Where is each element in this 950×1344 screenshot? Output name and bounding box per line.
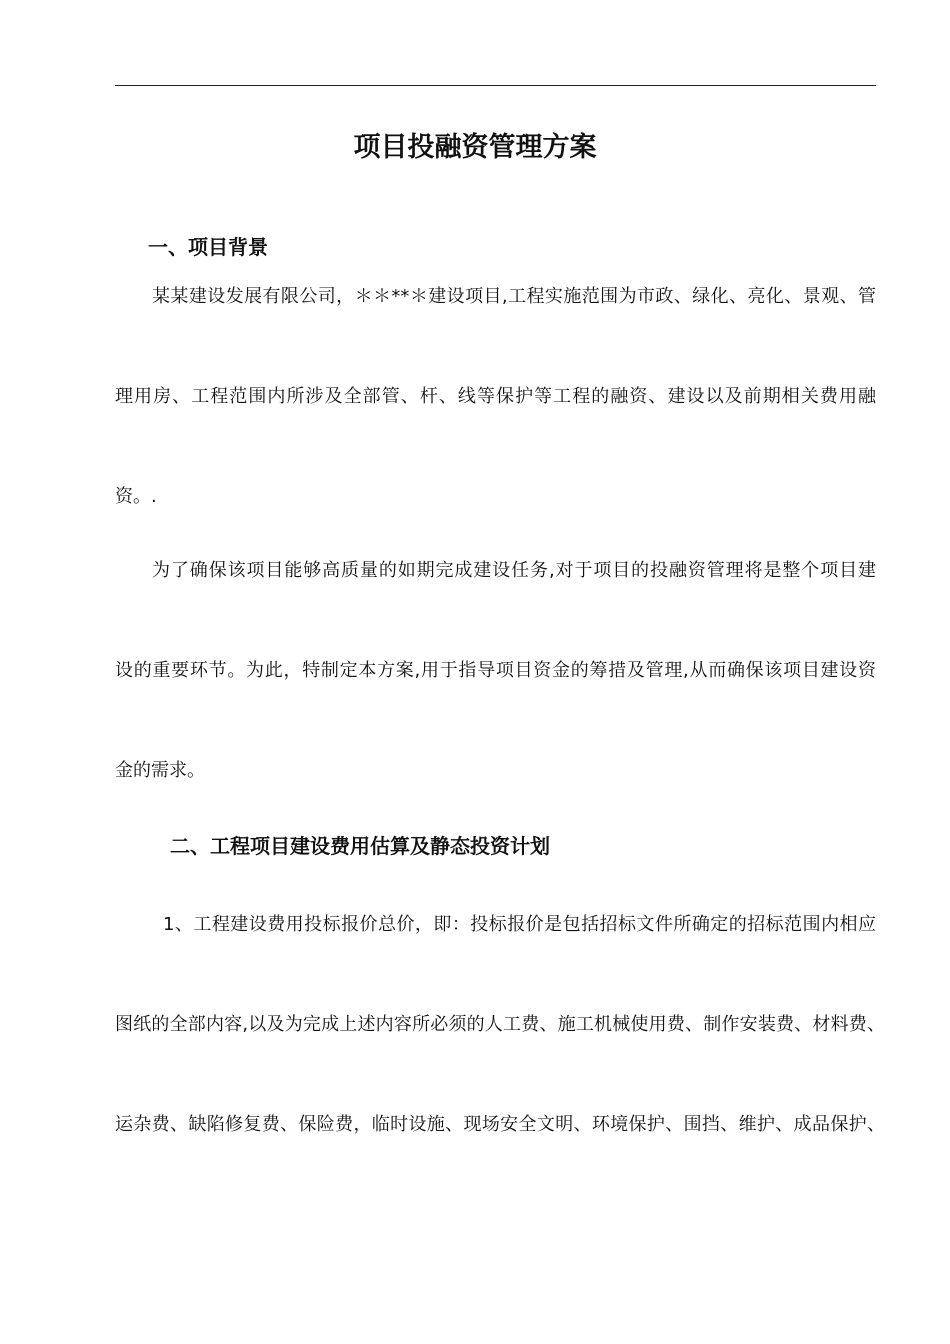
header-rule <box>115 85 876 86</box>
section-1-para-1-line-3: 资。. <box>115 486 157 507</box>
section-2-item-1-line-1: 1、工程建设费用投标报价总价，即：投标报价是包括招标文件所确定的招标范围内相应 <box>163 914 876 935</box>
section-1-para-1-line-2: 理用房、工程范围内所涉及全部管、杆、线等保护等工程的融资、建设以及前期相关费用融 <box>115 386 876 407</box>
section-2-item-1-line-3: 运杂费、缺陷修复费、保险费，临时设施、现场安全文明、环境保护、围挡、维护、成品保护、 <box>115 1114 885 1135</box>
section-2-heading: 二、工程项目建设费用估算及静态投资计划 <box>170 834 550 858</box>
document-title: 项目投融资管理方案 <box>353 132 597 163</box>
section-2-item-1-line-2: 图纸的全部内容,以及为完成上述内容所必须的人工费、施工机械使用费、制作安装费、材料费、 <box>115 1014 885 1035</box>
section-1-para-1-line-1: 某某建设发展有限公司，＊＊**＊建设项目,工程实施范围为市政、绿化、亮化、景观、管 <box>152 286 876 307</box>
section-1-heading: 一、项目背景 <box>148 235 268 259</box>
section-1-para-2-line-1: 为了确保该项目能够高质量的如期完成建设任务,对于项目的投融资管理将是整个项目建 <box>152 560 876 581</box>
section-1-para-2-line-3: 金的需求。 <box>115 760 205 781</box>
section-1-para-2-line-2: 设的重要环节。为此，特制定本方案,用于指导项目资金的筹措及管理,从而确保该项目建设资 <box>115 660 876 681</box>
